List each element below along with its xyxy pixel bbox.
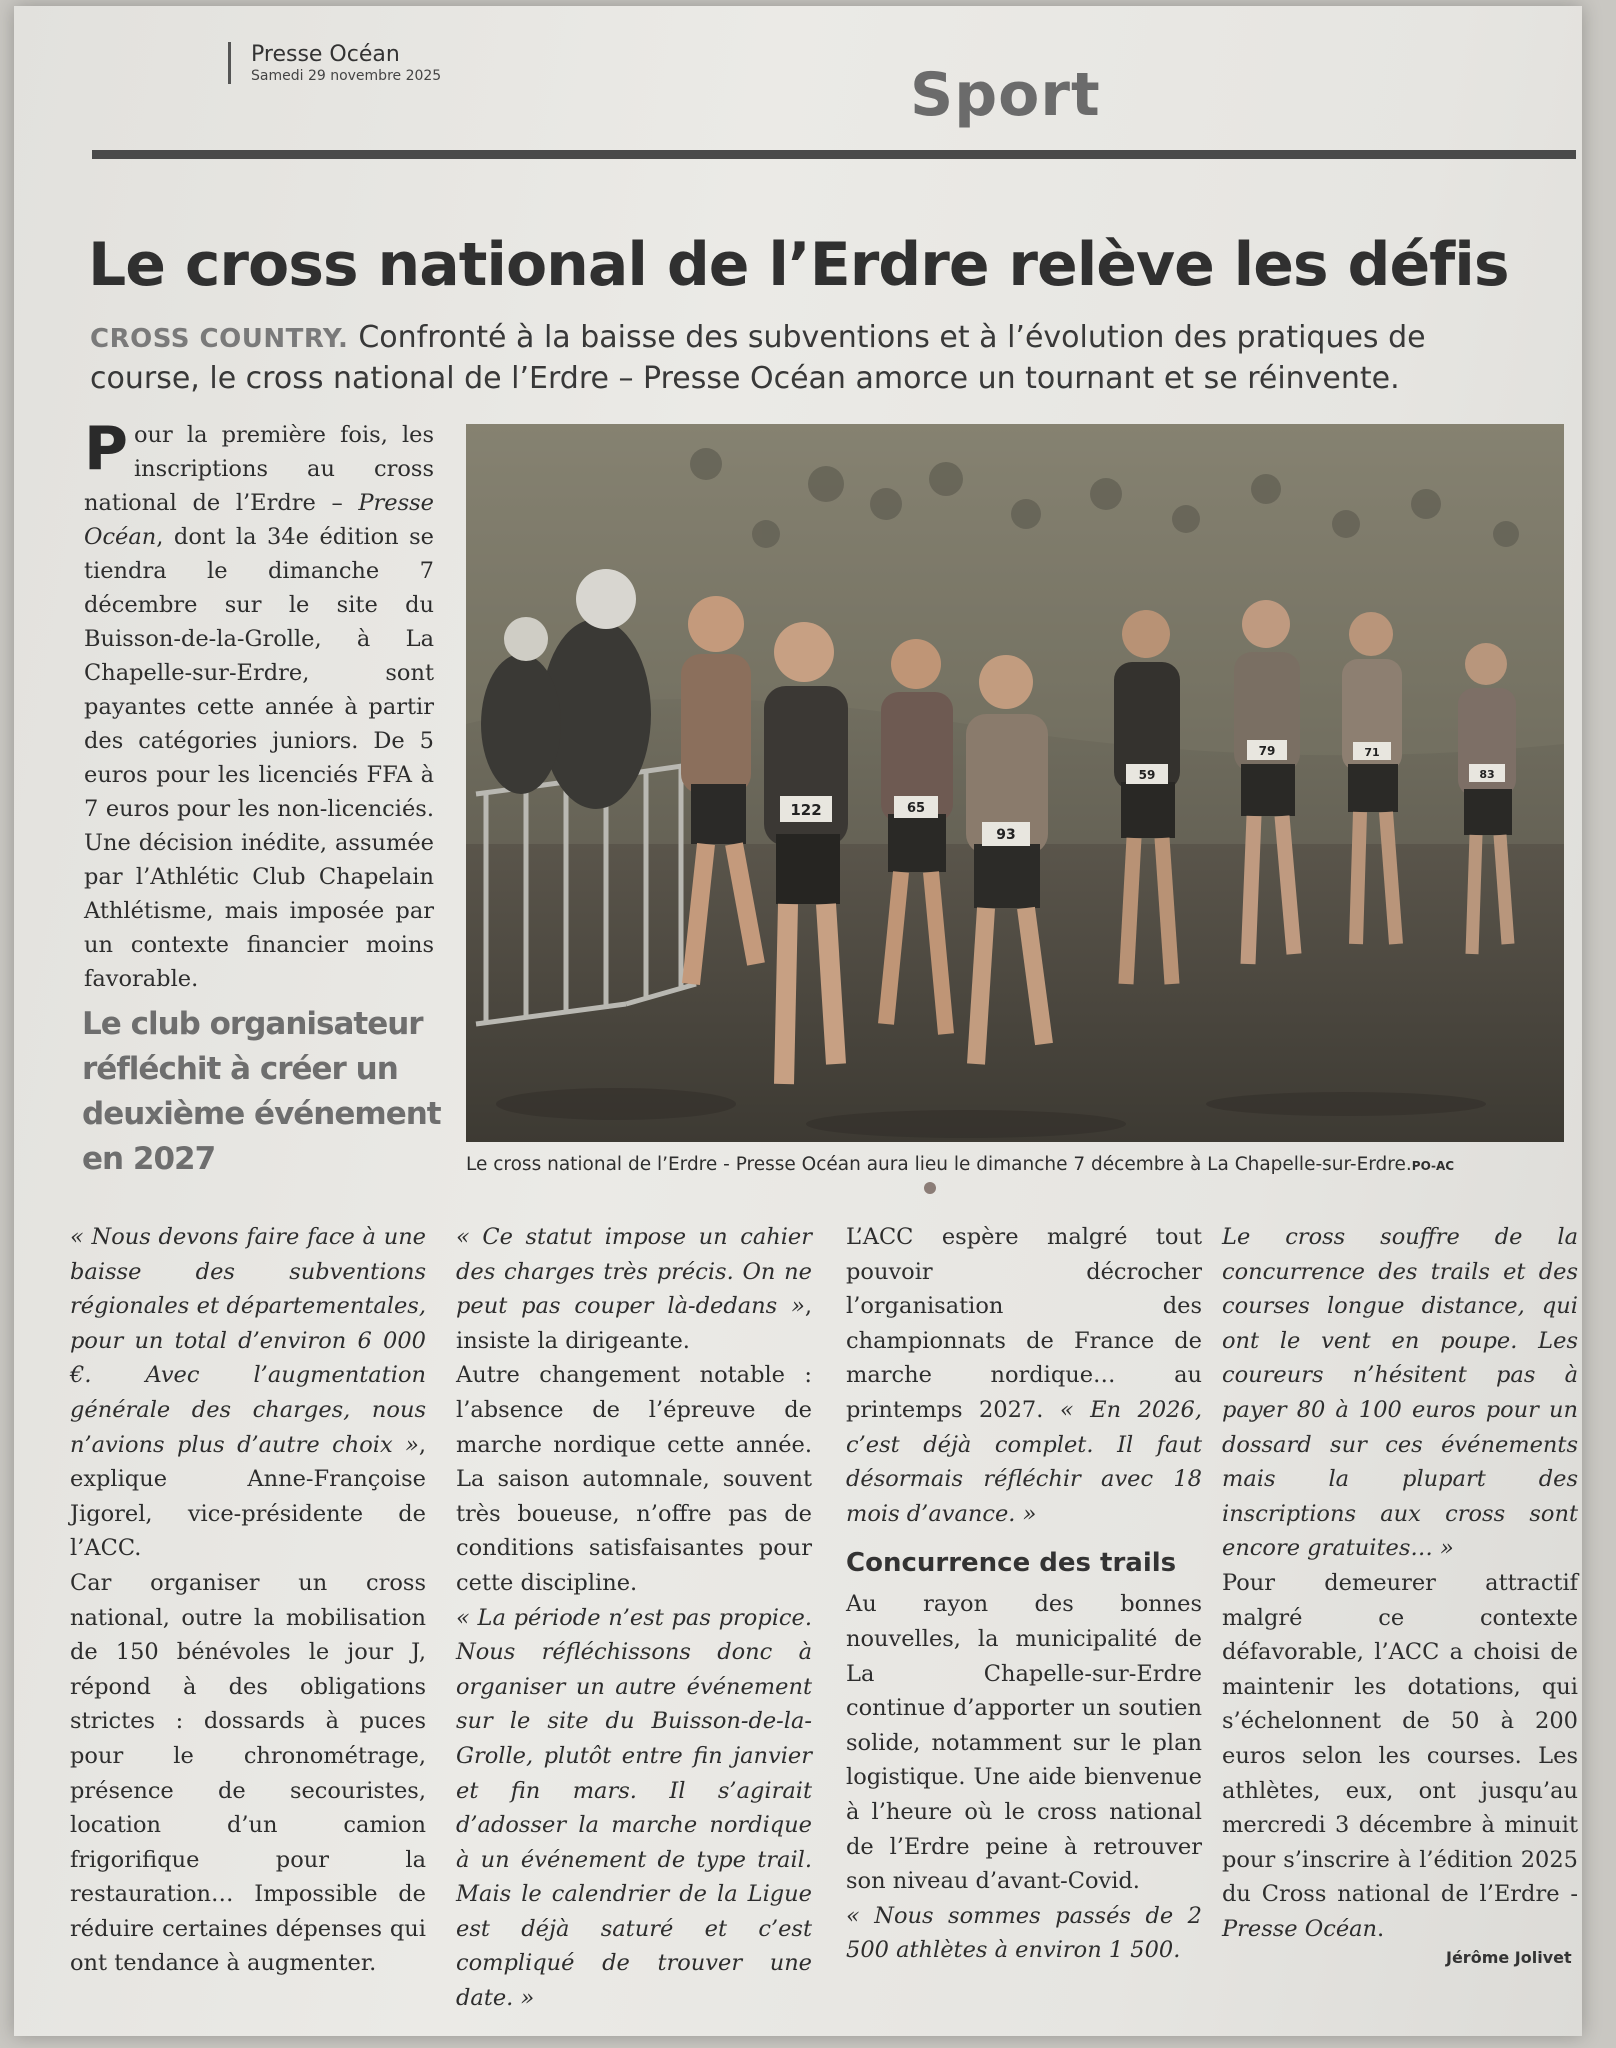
drop-cap: P (84, 414, 128, 484)
column-3 (846, 1220, 1202, 1968)
race-photo (466, 424, 1564, 1142)
headline: Le cross national de l’Erdre relève les défis (88, 230, 1509, 300)
bib-122: 122 (790, 801, 822, 819)
standfirst (90, 318, 1490, 399)
col3-text: L’ACC espère malgré tout pouvoir décrocher l’organisation des championnats de France de marche nordique… au printemps 2027. (846, 1224, 1202, 1423)
pull-quote: Le club organisateur réfléchit à créer un deuxième événement en 2027 (82, 1006, 441, 1177)
kicker: CROSS COUNTRY. (90, 324, 349, 354)
col3-paragraph-2: Au rayon des bonnes nouvelles, la municipalité de La Chapelle-sur-Erdre continue d’apporter un soutien solide, notamment sur le plan logistique. Une aide bienvenue à l’heure où le cross national de l’Erdre peine à retrouver son niveau d’avant-Covid. (846, 1591, 1202, 1895)
col4-paragraph-1: Le cross souffre de la concurrence des trails et des courses longue distance, qui ont le vent en poupe. Les coureurs n’hésitent pas à payer 80 à 100 euros pour un dossard sur ces événements mais la plupart des inscriptions aux cross sont encore gratuites… » (1222, 1224, 1578, 1562)
col2-attribution: , insiste la dirigeante. (456, 1293, 812, 1354)
col4-paragraph-2 (1222, 1566, 1578, 1947)
col4-italic: Presse Océan (1222, 1915, 1378, 1942)
bib-83: 83 (1479, 768, 1495, 781)
col4-end: . (1377, 1915, 1385, 1942)
photo-credit: PO-AC (1411, 1159, 1455, 1173)
subhead: Concurrence des trails (846, 1548, 1177, 1579)
bib-93: 93 (996, 827, 1016, 843)
bib-59: 59 (1138, 768, 1156, 782)
bib-65: 65 (906, 801, 926, 816)
col1-attribution: , explique Anne-Françoise Jigorel, vice-présidente de l’ACC. (70, 1431, 426, 1562)
bib-79: 79 (1258, 744, 1276, 758)
col2-quote: « Ce statut impose un cahier des charges très précis. On ne peut pas couper là-dedans » (456, 1224, 812, 1320)
col3-quote: « En 2026, c’est déjà complet. Il faut désormais réfléchir avec 18 mois d’avance. » (846, 1396, 1202, 1527)
lead-text-1: our la première fois, les inscriptions au cross national de l’Erdre – (84, 422, 434, 516)
col1-paragraph-1 (70, 1220, 426, 1566)
col1-quote: « Nous devons faire face à une baisse des subventions régionales et départementales, pour un total d’environ 6 000 €. Avec l’augmentation générale des charges, nous n’avions plus d’autre choix » (70, 1224, 426, 1458)
col2-paragraph-2: Autre changement notable : l’absence de l’épreuve de marche nordique cette année. La saison automnale, souvent très boueuse, n’offre pas de conditions satisfaisantes pour cette discipline. (456, 1362, 812, 1596)
lead-paragraph (84, 414, 434, 996)
standfirst-text: Confronté à la baisse des subventions et à l’évolution des pratiques de course, le cross national de l’Erdre – Presse Océan amorce un tournant et se réinvente. (90, 320, 1426, 396)
lead-text-2: , dont la 34e édition se tiendra le dimanche 7 décembre sur le site du Buisson-de-la-Grolle, à La Chapelle-sur-Erdre, sont payantes cette année à partir des catégories juniors. De 5 euros pour les licenciés FFA à 7 euros pour les non-licenciés. Une décision inédite, assumée par l’Athlétic Club Chapelain Athlétisme, mais imposée par un contexte financier moins favorable. (84, 524, 434, 992)
photo-caption (466, 1154, 1576, 1175)
lead-text-italic: Presse Océan (84, 490, 434, 550)
caption-text: Le cross national de l’Erdre - Presse Océan aura lieu le dimanche 7 décembre à La Chapelle-sur-Erdre. (466, 1154, 1412, 1175)
col2-paragraph-1 (456, 1220, 812, 1358)
issue-date: Samedi 29 novembre 2025 (251, 68, 442, 84)
column-2 (456, 1220, 812, 2016)
masthead (228, 42, 441, 84)
column-1 (70, 1220, 426, 1981)
col4-text: Pour demeurer attractif malgré ce contexte défavorable, l’ACC a choisi de maintenir les dotations, qui s’échelonnent de 50 à 200 euros selon les courses. Les athlètes, eux, ont jusqu’au mercredi 3 décembre à minuit pour s’inscrire à l’édition 2025 du Cross national de l’Erdre - (1222, 1569, 1578, 1908)
bib-71: 71 (1364, 746, 1380, 759)
col3-paragraph-1 (846, 1220, 1202, 1531)
col3-paragraph-3: « Nous sommes passés de 2 500 athlètes à environ 1 500. (846, 1902, 1202, 1964)
byline: Jérôme Jolivet (1446, 1948, 1572, 1967)
section-title: Sport (910, 60, 1101, 130)
column-4 (1222, 1220, 1578, 1946)
print-mark (924, 1182, 936, 1194)
paper-name: Presse Océan (251, 42, 400, 67)
race-photo-illustration (466, 424, 1564, 1142)
col1-paragraph-2: Car organiser un cross national, outre la mobilisation de 150 bénévoles le jour J, répond à des obligations strictes : dossards à puces pour le chronométrage, présence de secouristes, location d’un camion frigorifique pour la restauration… Impossible de réduire certaines dépenses qui ont tendance à augmenter. (70, 1569, 426, 1977)
col2-paragraph-3: « La période n’est pas propice. Nous réfléchissons donc à organiser un autre événement sur le site du Buisson-de-la-Grolle, plutôt entre fin janvier et fin mars. Il s’agirait d’adosser la marche nordique à un événement de type trail. Mais le calendrier de la Ligue est déjà saturé et c’est compliqué de trouver une date. » (456, 1604, 812, 2012)
header-rule (92, 150, 1576, 159)
